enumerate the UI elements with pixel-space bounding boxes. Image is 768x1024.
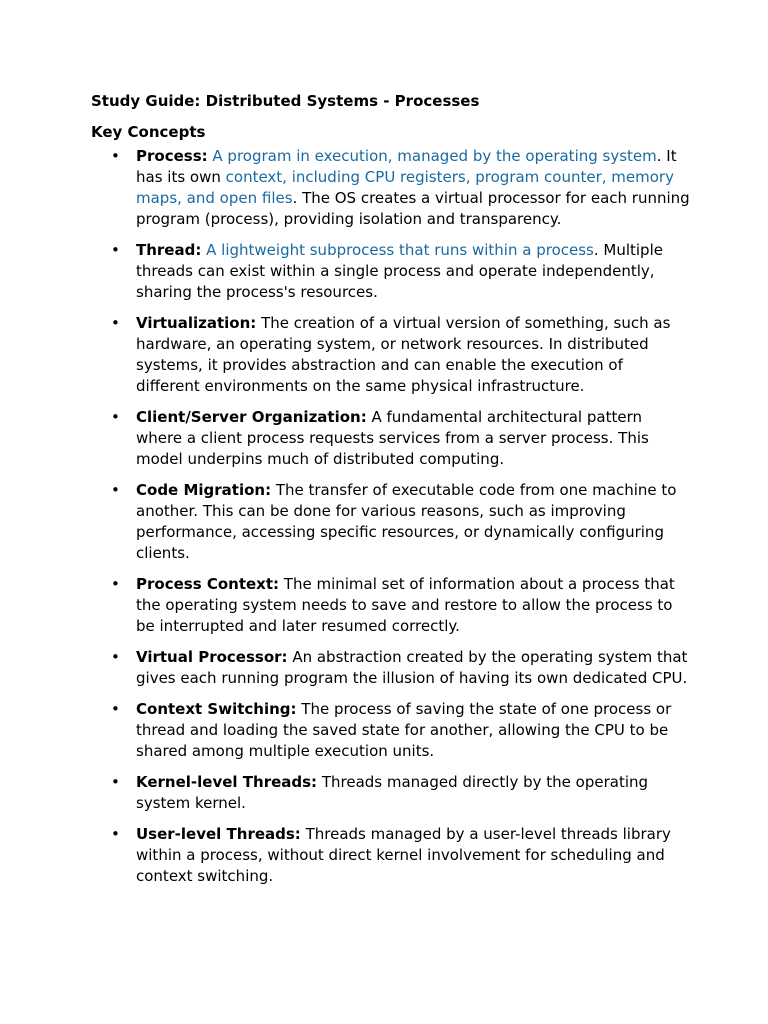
concept-description: The minimal set of information about a process that the operating system needs to save and restore to allow the process to be interrupted and later resumed correctly. — [136, 575, 675, 635]
concept-term: User-level Threads: — [136, 825, 301, 843]
bullet-icon: • — [111, 825, 120, 843]
bullet-icon: • — [111, 408, 120, 426]
concept-list-item — [91, 240, 691, 303]
concept-list-item — [91, 313, 691, 397]
concept-term: Client/Server Organization: — [136, 408, 367, 426]
concept-link-text[interactable]: context, including CPU registers, program counter, memory maps, and open files — [136, 168, 674, 207]
concept-description: An abstraction created by the operating system that gives each running program the illusion of having its own dedicated CPU. — [136, 648, 688, 687]
bullet-icon: • — [111, 648, 120, 666]
concept-description: The process of saving the state of one process or thread and loading the saved state for another, allowing the CPU to be shared among multiple execution units. — [136, 700, 672, 760]
concept-list-item — [91, 146, 691, 230]
section-heading-key-concepts: Key Concepts — [91, 123, 206, 141]
concept-description: The transfer of executable code from one machine to another. This can be done for various reasons, such as improving performance, accessing specific resources, or dynamically configuring clients. — [136, 481, 677, 562]
concept-term: Context Switching: — [136, 700, 297, 718]
concept-list-item — [91, 772, 691, 814]
concept-description: . It has its own — [136, 147, 677, 186]
bullet-icon: • — [111, 241, 120, 259]
bullet-icon: • — [111, 481, 120, 499]
concept-description: Threads managed by a user-level threads library within a process, without direct kernel involvement for scheduling and context switching. — [136, 825, 671, 885]
document-title: Study Guide: Distributed Systems - Processes — [91, 92, 480, 110]
concept-term: Process: — [136, 147, 208, 165]
bullet-icon: • — [111, 773, 120, 791]
bullet-icon: • — [111, 700, 120, 718]
bullet-icon: • — [111, 314, 120, 332]
concept-term: Virtualization: — [136, 314, 257, 332]
concept-description: The creation of a virtual version of something, such as hardware, an operating system, or network resources. In distributed systems, it provides abstraction and can enable the execution of different environments on the same physical infrastructure. — [136, 314, 671, 395]
concept-description: . Multiple threads can exist within a single process and operate independently, sharing the process's resources. — [136, 241, 663, 301]
concept-list-item — [91, 824, 691, 887]
concept-term: Virtual Processor: — [136, 648, 288, 666]
concept-list-item — [91, 574, 691, 637]
key-concepts-list — [91, 146, 691, 887]
concept-list-item — [91, 647, 691, 689]
concept-term: Thread: — [136, 241, 202, 259]
document-page — [91, 91, 691, 897]
concept-term: Kernel-level Threads: — [136, 773, 318, 791]
concept-description: A fundamental architectural pattern where a client process requests services from a server process. This model underpins much of distributed computing. — [136, 408, 649, 468]
concept-list-item — [91, 480, 691, 564]
concept-term: Process Context: — [136, 575, 280, 593]
concept-term: Code Migration: — [136, 481, 272, 499]
concept-description: . The OS creates a virtual processor for each running program (process), providing isolation and transparency. — [136, 189, 690, 228]
bullet-icon: • — [111, 147, 120, 165]
concept-description: Threads managed directly by the operating system kernel. — [136, 773, 649, 812]
concept-list-item — [91, 699, 691, 762]
concept-link-text[interactable]: A lightweight subprocess that runs within a process — [206, 241, 594, 259]
concept-link-text[interactable]: A program in execution, managed by the operating system — [212, 147, 657, 165]
concept-list-item — [91, 407, 691, 470]
bullet-icon: • — [111, 575, 120, 593]
